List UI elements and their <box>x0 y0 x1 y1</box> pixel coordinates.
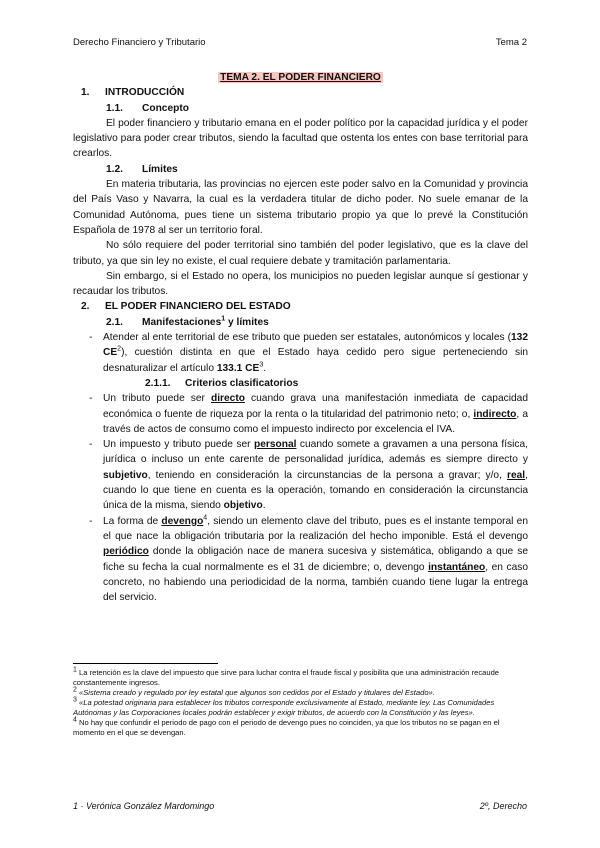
header-subject: Derecho Financiero y Tributario <box>73 37 206 48</box>
list-item: - Un impuesto y tributo puede ser personal cuando somete a gravamen a una persona física, jurídica o incluso un ente carente de personalidad jurídica, además es siempre directo y subjetivo, teniendo en consideración la circunstancias de la persona a gravar; y/o, real, cuando lo que tiene en cuenta es la operación, tomando en consideración la circunstancia única de la misma, siendo objetivo. <box>89 439 529 512</box>
footer-course: 2º, Derecho <box>479 801 527 811</box>
footnotes <box>73 668 528 738</box>
section-2-heading: 2. EL PODER FINANCIERO DEL ESTADO <box>81 301 291 313</box>
footnote-separator <box>73 663 218 664</box>
footnote-ref[interactable]: 4 <box>203 514 208 522</box>
list-item: - Atender al ente territorial de ese tributo que pueden ser estatales, autonómicos y locales (132 $CE^2$), cuestión distinta en que el Estado haya cedido pero sigue perteneciendo sin desnaturalizar el artículo 133.1 $CE^3$. <box>89 332 528 374</box>
paragraph: El poder financiero y tributario emana en el poder político por la capacidad jurídica y el poder legislativo para poder crear tributos, siendo la facultad que ostenta los entes con base territorial para crearlos. <box>73 117 528 160</box>
section-1-1-heading: 1.1. Concepto <box>106 102 189 114</box>
section-2-1-1-heading: 2.1.1. Criterios clasificatorios <box>145 377 299 389</box>
section-1-2-heading: 1.2. Límites <box>106 163 178 175</box>
page-header <box>73 37 527 48</box>
footnote-ref[interactable]: 2 <box>117 345 122 353</box>
paragraph: Sin embargo, si el Estado no opera, los municipios no pueden legislar aunque sí gestionar y recaudar los tributos. <box>73 270 528 298</box>
header-topic: Tema 2 <box>495 37 527 48</box>
document-body <box>73 70 528 605</box>
footnote: $^2$ «Sistema creado y regulado por ley estatal que algunos son cedidos por el Estado y titulares del Estado». <box>73 686 435 697</box>
footnote: $^3$ «La potestad originaria para establecer los tributos corresponde exclusivamente al Estado, mediante ley. Las Comunidades Autónomas y las Corporaciones locales podrán establecer y exigir tributos, de acuerdo con la Constitución y las leyes». <box>73 696 495 717</box>
footer-author: 1 · Verónica González Mardomingo <box>73 801 215 811</box>
list-item: - La forma de devengo$^4$, siendo un elemento clave del tributo, pues es el instante temporal en el que nace la obligación tributaria por la realización del hecho imponible. Está el devengo periódico donde la obligación nace de manera sucesiva y sistemática, obligando a que se fiche su fecha la cual normalmente es el 31 de diciembre; o, devengo instantáneo, en caso concreto, no habiendo una periodicidad de la norma, también cuando tiene lugar la entrega del servicio. <box>89 514 529 604</box>
footnote: $^4$ No hay que confundir el periodo de pago con el periodo de devengo pues no coinciden, ya que los tributos no se pagan en el momento en el que se devengan. <box>73 716 500 737</box>
section-2-1-heading: 2.1. Manifestaciones$^1$ y límites <box>106 315 269 328</box>
footnote-ref[interactable]: 1 <box>221 315 226 323</box>
footnote-ref[interactable]: 3 <box>259 361 264 369</box>
list-item: - Un tributo puede ser directo cuando grava una manifestación inmediata de capacidad económica o fuente de riqueza por la renta o la titularidad del patrimonio neto; o, indirecto, a través de actos de consumo como el impuesto indirecto por excelencia el IVA. <box>89 393 528 435</box>
document-title: TEMA 2. EL PODER FINANCIERO <box>220 72 381 83</box>
paragraph: En materia tributaria, las provincias no ejercen este poder salvo en la Comunidad y provincia del País Vaso y Navarra, la cual es la verdadera titular de dicho poder. No suele emanar de la Comunidad Autónoma, pues tiene un sistema tributario propio ya que lo prevé la Constitución Española de 1978 al ser un territorio foral. <box>73 179 528 236</box>
footnote: $^1$ La retención es la clave del impuesto que sirve para luchar contra el fraude fiscal y posibilita que una administración recaude constantemente ingresos. <box>73 666 500 687</box>
section-1-heading: 1. INTRODUCCIÓN <box>81 87 185 99</box>
page-footer <box>73 801 527 811</box>
paragraph: No sólo requiere del poder territorial sino también del poder legislativo, que es la clave del tributo, ya que sin ley no existe, el cual requiere debate y tramitación parlamentaria. <box>73 240 528 267</box>
